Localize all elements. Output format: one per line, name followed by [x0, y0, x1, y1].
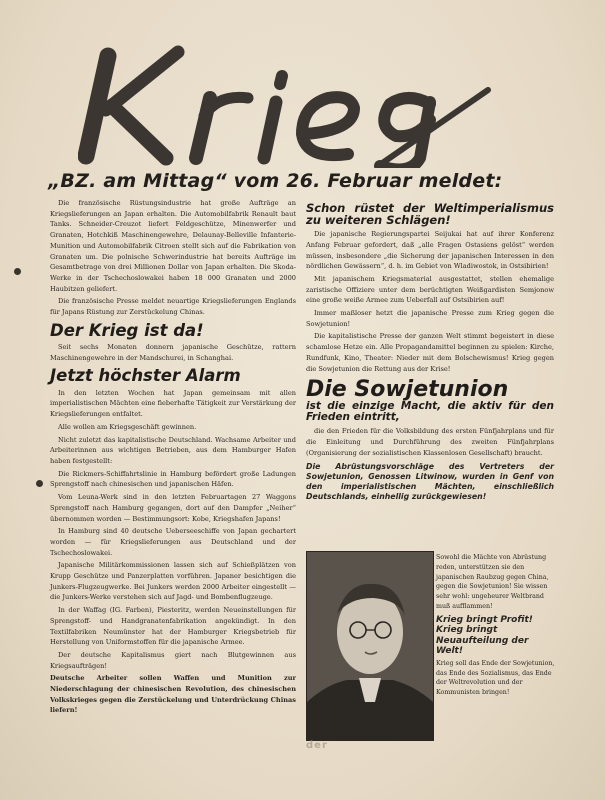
punch-hole: [36, 480, 43, 487]
left-column: [50, 198, 296, 718]
paragraph: Mit japanischem Kriegsmaterial ausgestattet, stellen ehemalige zaristische Offiziere unter dem berüchtigten Weißgardisten Semjonow eine große weiße Armee zum Ueberfall auf Ostsibirien auf!: [306, 274, 554, 305]
photo-caption-column: [436, 553, 556, 698]
aside-paragraph: Krieg soll das Ende der Sowjetunion, das Ende des Sozialismus, das Ende der Weltrevolution und der Kommunisten bringen!: [436, 659, 555, 697]
heading-hoechster-alarm: Jetzt höchster Alarm: [50, 366, 241, 386]
heading-weltimperialismus: Schon rüstet der Weltimperialismus zu weiteren Schlägen!: [306, 201, 554, 228]
heading-sowjetunion: Die Sowjetunion: [306, 377, 509, 403]
paragraph: In Hamburg sind 40 deutsche Ueberseeschiffe von Japan gechartert worden — für Kriegslieferungen aus Deutschland und der Tschechoslowakei.: [50, 527, 296, 557]
punch-hole: [14, 268, 21, 275]
paragraph: Nicht zuletzt das kapitalistische Deutschland. Wachsame Arbeiter und Arbeiterinnen aus wichtigen Betrieben, aus dem Hamburger Hafen haben festgestellt:: [50, 435, 296, 465]
headline: „BZ. am Mittag“ vom 26. Februar meldet:: [48, 170, 503, 192]
footer-faded-text: der: [306, 740, 328, 751]
paragraph: In der Waffag (IG. Farben), Piesteritz, werden Neueinstellungen für Sprengstoff- und Handgranatenfabrikation angekündigt. In den Textilfabriken Neumünster hat der Hamburger Kriegsbetrieb für Herstellung von Uniformstoffen für die japanische Armee.: [50, 606, 296, 647]
paragraph: Die japanische Regierungspartei Seijukai hat auf ihrer Konferenz Anfang Februar gefordert, daß „alle Fragen Ostasiens gelöst“ werden müssen, insbesondere „die Sicherung der japanischen Interessen in den nördlichen Gewässern“, d. h. im Gebiet von Wladiwostok, in Ostsibirien!: [306, 230, 554, 271]
aside-paragraph: Sowohl die Mächte von Abrüstung reden, unterstützen sie den japanischen Raubzug gegen China, gegen die Sowjetunion! Sie wissen sehr wohl: ungeheurer Weltbrand muß aufflammen!: [436, 554, 549, 610]
paragraph: Die kapitalistische Presse der ganzen Welt stimmt begeistert in diese schamlose Hetze ein. Alle Propagandamittel beginnen zu spielen: Kirche, Rundfunk, Kino, Theater: Nieder mit dem Bolschewismus! Krieg gegen die Sowjetunion die Rettung aus der Krise!: [306, 332, 554, 373]
paragraph: Japanische Militärkommissionen lassen sich auf Schießplätzen von Krupp Geschütze und Panzerplatten vorführen. Japaner besichtigen die Junkers-Flugzeugwerke. Bei Junkers werden 2000 Arbeiter eingestellt — die Junkers-Werke verstehen sich auf Jagd- und Bombenflugzeuge.: [50, 561, 296, 602]
portrait-photo: [306, 551, 434, 741]
paragraph: Der deutsche Kapitalismus giert nach Blutgewinnen aus Kriegsaufträgen!: [50, 650, 296, 670]
cta-krieg-bringt-profit: Krieg bringt Profit! Krieg bringt Neuaufteilung der Welt!: [436, 614, 533, 657]
paragraph: In den letzten Wochen hat Japan gemeinsam mit allen imperialistischen Mächten eine fieberhafte Tätigkeit zur Verstärkung der Kriegslieferungen entfaltet.: [50, 388, 296, 419]
abruestung-notice: Die Abrüstungsvorschläge des Vertreters der Sowjetunion, Genossen Litwinow, wurden in Genf von den imperialistischen Mächten, einschließlich Deutschlands, einhellig zurückgewiesen!: [306, 461, 554, 501]
portrait-icon: [307, 552, 433, 740]
heading-krieg-ist-da: Der Krieg ist da!: [50, 320, 204, 340]
paragraph: Die Rickmers-Schiffahrtslinie in Hamburg befördert große Ladungen Sprengstoff nach chinesischen und japanischen Häfen.: [50, 469, 296, 489]
intro-paragraph: Die französische Presse meldet neuartige Kriegslieferungen Englands für Japans Rüstung zur Zerstückelung Chinas.: [50, 297, 296, 317]
paragraph: Alle wollen am Kriegsgeschäft gewinnen.: [58, 422, 197, 431]
paragraph: Immer maßloser hetzt die japanische Presse zum Krieg gegen die Sowjetunion!: [306, 309, 554, 328]
paragraph: Vom Leuna-Werk sind in den letzten Februartagen 27 Waggons Sprengstoff nach Hamburg gegangen, dort auf den Dampfer „Neiher“ übernommen worden — Bestimmungsort: Kobe, Kriegshafen Japans!: [50, 493, 296, 523]
paragraph: Seit sechs Monaten donnern japanische Geschütze, rattern Maschinengewehre in der Mandschurei, in Schanghai.: [50, 343, 296, 362]
masthead-title: [78, 38, 518, 168]
photo-section: [306, 551, 556, 741]
right-column: [306, 198, 554, 506]
paragraph: die den Frieden für die Volksbildung des ersten Fünfjahrplans und für die Einleitung und Durchführung des zweiten Fünfjahrplans (Organisierung der sozialistischen Klassenlosen Gesellschaft) braucht.: [306, 427, 554, 457]
intro-paragraph: Die französische Rüstungsindustrie hat große Aufträge an Kriegslieferungen an Japan erhalten. Die Automobilfabrik Renault baut Tanks. Schneider-Creuzot liefert Feldgeschütze, Minenwerfer und Granaten, Hotchkiß Maschinengewehre, Delaunay-Belleville Infanterie-Munition und Automobilfabrik Citroen stellt sich auf die Fabrikation von Granaten um. Die polnische Schwerindustrie hat bereits Aufträge im Gesamtbetrage von drei Millionen Dollar von Japan erhalten. Die Skoda-Werke in der Tschechoslowakei haben 18 000 Granaten und 2000 Haubitzen geliefert.: [50, 199, 296, 293]
masthead-brush-lettering: [78, 38, 518, 168]
closing-paragraph: Deutsche Arbeiter sollen Waffen und Munition zur Niederschlagung der chinesischen Revolution, des chinesischen Volkskrieges gegen die Zerstückelung und Unterdrückung Chinas liefern!: [50, 674, 296, 715]
deck-einzige-macht: ist die einzige Macht, die aktiv für den Frieden eintritt,: [306, 400, 554, 424]
